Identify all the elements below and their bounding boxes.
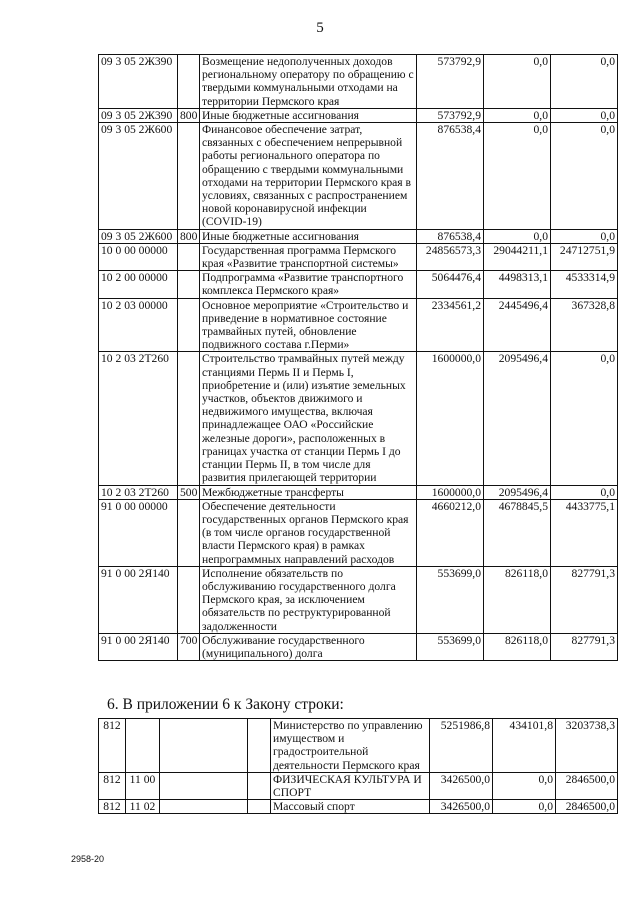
amount-year-3: 0,0 (551, 55, 618, 109)
target-article-code: 10 2 03 2Т260 (99, 352, 178, 485)
target-article-code: 91 0 00 2Я140 (99, 633, 178, 660)
amount-year-2: 4498313,1 (484, 271, 551, 298)
item-name: Массовый спорт (271, 800, 430, 814)
amount-year-1: 4660212,0 (417, 499, 484, 566)
ministry-code: 812 (99, 719, 126, 773)
amount-year-2: 826118,0 (484, 633, 551, 660)
amount-year-1: 3426500,0 (430, 800, 493, 814)
document-code: 2958-20 (71, 854, 105, 864)
item-name: Государственная программа Пермского края «Развитие транспортной системы» (200, 243, 417, 270)
item-name: Исполнение обязательств по обслуживанию государственного долга Пермского края, за исключением обязательств по реструктурированной задолженности (200, 566, 417, 633)
target-article-code: 10 0 00 00000 (99, 243, 178, 270)
table-row (99, 55, 618, 109)
amount-year-3: 0,0 (551, 108, 618, 122)
item-name: Обеспечение деятельности государственных органов Пермского края (в том числе органов государственной власти Пермского края) в рамках непрограммных направлений расходов (200, 499, 417, 566)
table-row (99, 271, 618, 298)
table-row (99, 772, 618, 799)
amount-year-1: 553699,0 (417, 633, 484, 660)
amount-year-1: 5251986,8 (430, 719, 493, 773)
amount-year-3: 4433775,1 (551, 499, 618, 566)
item-name: Обслуживание государственного (муниципального) долга (200, 633, 417, 660)
target-article-code: 10 2 03 2Т260 (99, 485, 178, 499)
amount-year-2: 4678845,5 (484, 499, 551, 566)
amount-year-2: 0,0 (484, 123, 551, 230)
amount-year-3: 0,0 (551, 123, 618, 230)
amount-year-2: 434101,8 (493, 719, 556, 773)
amount-year-3: 4533314,9 (551, 271, 618, 298)
item-name: Подпрограмма «Развитие транспортного комплекса Пермского края» (200, 271, 417, 298)
amount-year-3: 2846500,0 (556, 772, 618, 799)
expense-type-code: 800 (178, 229, 200, 243)
amount-year-2: 826118,0 (484, 566, 551, 633)
target-article-code (160, 772, 248, 799)
target-article-code: 91 0 00 00000 (99, 499, 178, 566)
amount-year-3: 3203738,3 (556, 719, 618, 773)
item-name: Основное мероприятие «Строительство и приведение в нормативное состояние трамвайных путей, обновление подвижного состава г.Перми» (200, 298, 417, 352)
expense-type-code (178, 499, 200, 566)
amount-year-3: 367328,8 (551, 298, 618, 352)
amount-year-3: 0,0 (551, 485, 618, 499)
table-row (99, 719, 618, 773)
table-row (99, 298, 618, 352)
amount-year-1: 3426500,0 (430, 772, 493, 799)
expense-type-code (178, 243, 200, 270)
target-article-code (160, 800, 248, 814)
table-row (99, 566, 618, 633)
amount-year-1: 1600000,0 (417, 352, 484, 485)
table-row (99, 499, 618, 566)
item-name: Министерство по управлению имуществом и градостроительной деятельности Пермского края (271, 719, 430, 773)
appendix-6-table (98, 718, 618, 814)
table-row (99, 108, 618, 122)
table-row (99, 352, 618, 485)
table-row (99, 243, 618, 270)
section-code: 11 02 (126, 800, 160, 814)
page-number: 5 (316, 20, 324, 36)
expense-type-code (178, 55, 200, 109)
item-name: Иные бюджетные ассигнования (200, 229, 417, 243)
expense-type-code (178, 298, 200, 352)
target-article-code (160, 719, 248, 773)
amount-year-2: 0,0 (484, 55, 551, 109)
expense-type-code (248, 800, 271, 814)
section-code: 11 00 (126, 772, 160, 799)
amount-year-2: 29044211,1 (484, 243, 551, 270)
amount-year-1: 876538,4 (417, 229, 484, 243)
amount-year-1: 573792,9 (417, 108, 484, 122)
amount-year-1: 2334561,2 (417, 298, 484, 352)
amount-year-3: 24712751,9 (551, 243, 618, 270)
item-name: Межбюджетные трансферты (200, 485, 417, 499)
expense-type-code (248, 772, 271, 799)
target-article-code: 91 0 00 2Я140 (99, 566, 178, 633)
amount-year-2: 2445496,4 (484, 298, 551, 352)
amount-year-3: 827791,3 (551, 633, 618, 660)
amount-year-2: 2095496,4 (484, 485, 551, 499)
ministry-code: 812 (99, 772, 126, 799)
target-article-code: 10 2 00 00000 (99, 271, 178, 298)
amount-year-1: 553699,0 (417, 566, 484, 633)
amount-year-1: 24856573,3 (417, 243, 484, 270)
expense-type-code (178, 123, 200, 230)
amount-year-2: 0,0 (493, 772, 556, 799)
amount-year-2: 0,0 (484, 229, 551, 243)
expense-type-code: 800 (178, 108, 200, 122)
section-code (126, 719, 160, 773)
amount-year-2: 0,0 (484, 108, 551, 122)
target-article-code: 09 3 05 2Ж600 (99, 229, 178, 243)
expense-type-code: 500 (178, 485, 200, 499)
target-article-code: 09 3 05 2Ж600 (99, 123, 178, 230)
target-article-code: 10 2 03 00000 (99, 298, 178, 352)
item-name: Строительство трамвайных путей между станциями Пермь II и Пермь I, приобретение и (или) изъятие земельных участков, объектов движимого и недвижимого имущества, включая принадлежащее ОАО «Российские железные дороги», расположенных в границах участка от станции Пермь I до станции Пермь II, в том числе для развития прилегающей территории (200, 352, 417, 485)
expense-type-code: 700 (178, 633, 200, 660)
table-row (99, 229, 618, 243)
expense-type-code (178, 271, 200, 298)
item-name: Иные бюджетные ассигнования (200, 108, 417, 122)
table-row (99, 123, 618, 230)
item-name: ФИЗИЧЕСКАЯ КУЛЬТУРА И СПОРТ (271, 772, 430, 799)
table-row (99, 485, 618, 499)
expenditure-table (98, 54, 618, 661)
expense-type-code (248, 719, 271, 773)
ministry-code: 812 (99, 800, 126, 814)
amount-year-2: 2095496,4 (484, 352, 551, 485)
item-name: Возмещение недополученных доходов региональному оператору по обращению с твердыми коммунальными отходами на территории Пермского края (200, 55, 417, 109)
amount-year-1: 1600000,0 (417, 485, 484, 499)
target-article-code: 09 3 05 2Ж390 (99, 55, 178, 109)
amount-year-1: 573792,9 (417, 55, 484, 109)
table-row (99, 800, 618, 814)
amount-year-1: 876538,4 (417, 123, 484, 230)
target-article-code: 09 3 05 2Ж390 (99, 108, 178, 122)
section-heading: 6. В приложении 6 к Закону строки: (107, 696, 344, 713)
item-name: Финансовое обеспечение затрат, связанных с обеспечением непрерывной работы регионального оператора по обращению с твердыми коммунальными отходами на территории Пермского края в условиях, связанных с распространением новой коронавирусной инфекции (COVID-19) (200, 123, 417, 230)
expense-type-code (178, 352, 200, 485)
amount-year-3: 2846500,0 (556, 800, 618, 814)
amount-year-1: 5064476,4 (417, 271, 484, 298)
table-row (99, 633, 618, 660)
amount-year-3: 0,0 (551, 229, 618, 243)
amount-year-2: 0,0 (493, 800, 556, 814)
amount-year-3: 0,0 (551, 352, 618, 485)
amount-year-3: 827791,3 (551, 566, 618, 633)
expense-type-code (178, 566, 200, 633)
